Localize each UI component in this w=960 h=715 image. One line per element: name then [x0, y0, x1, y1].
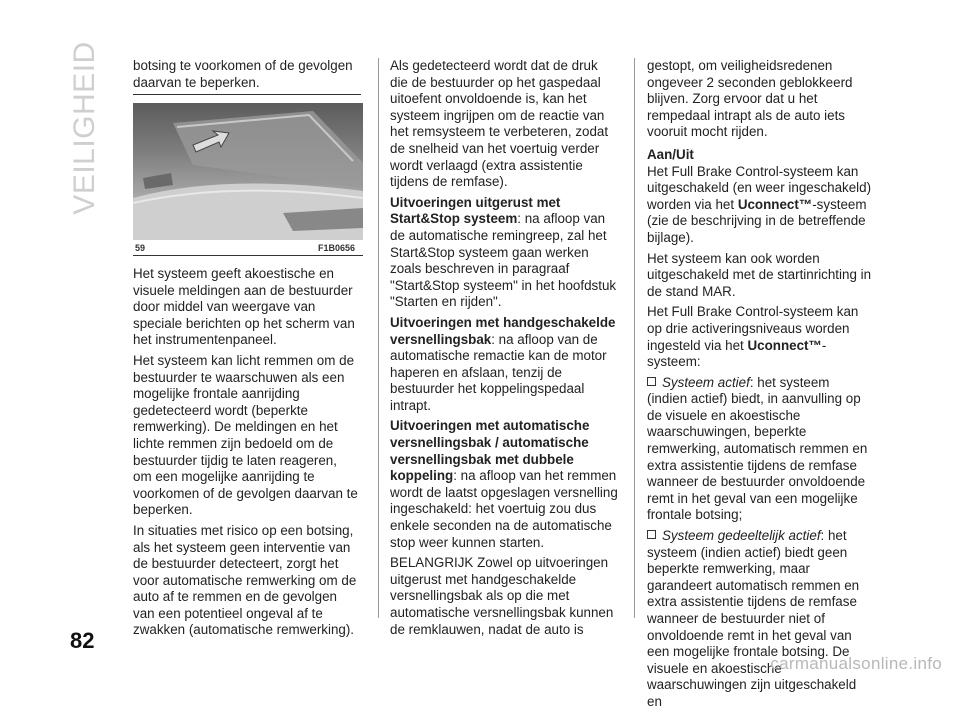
column-1	[133, 58, 358, 95]
bullet-item	[647, 528, 872, 711]
paragraph: BELANGRIJK Zowel op uitvoeringen uitgerust met handgeschakelde versnellingsbak als op die met automatische versnellingsbak kunnen de remklauwen, nadat de auto is	[390, 555, 614, 637]
paragraph	[647, 304, 872, 370]
paragraph-text: -systeem:	[647, 337, 827, 370]
paragraph	[390, 315, 618, 415]
paragraph: Het systeem kan licht remmen om de bestuurder te waarschuwen als een mogelijke frontale aanrijding gedetecteerd wordt (beperkte remwerking). De meldingen en het lichte remmen zijn bedoeld om de bestuurder tijdig te laten reageren, om een mogelijke aanrijding te voorkomen of de gevolgen daarvan te beperken.	[133, 352, 358, 518]
inline-heading: Uitvoeringen met automatische versnellingsbak / automatische versnellingsbak met dubbele koppeling	[390, 418, 590, 484]
paragraph: Als gedetecteerd wordt dat de druk die de bestuurder op het gaspedaal uitoefent onvoldoende is, kan het systeem ingrijpen om de reactie van het remsysteem te verbeteren, zodat de snelheid van het voertuig verder wordt verlaagd (extra assistentie tijdens de remfase).	[390, 58, 609, 190]
divider	[133, 255, 363, 256]
figure-number: 59	[135, 243, 146, 253]
bullet-term: Systeem gedeeltelijk actief	[662, 528, 821, 544]
divider	[133, 94, 361, 95]
paragraph	[390, 195, 618, 311]
paragraph-text: Het Full Brake Control-systeem kan op drie activeringsniveaus worden ingesteld via het	[647, 304, 859, 353]
paragraph: In situaties met risico op een botsing, als het systeem geen interventie van de bestuurder detecteert, zorgt het voor automatische remwerking om de auto af te remmen en de gevolgen van een potentieel ongeval af te zwakken (automatische remwerking).	[133, 522, 357, 638]
uconnect-label: Uconnect™	[747, 337, 822, 353]
paragraph	[390, 418, 618, 551]
page-number: 82	[70, 628, 95, 653]
column-3	[647, 58, 872, 715]
inline-heading: Uitvoeringen met handgeschakelde versnellingsbak	[390, 314, 616, 347]
paragraph: Het systeem kan ook worden uitgeschakeld met de startinrichting in de stand MAR.	[647, 250, 872, 299]
bullet-text: : het systeem (indien actief) biedt geen beperkte remwerking, maar garandeert automatisch remmen en extra assistentie tijdens de remfase wanneer de bestuurder niet of onvoldoende remt in het geval van een mogelijke frontale botsing. De visuele en akoestische waarschuwingen zijn uitgeschakeld en	[647, 528, 860, 709]
square-bullet-icon	[647, 530, 656, 539]
column-divider	[634, 58, 635, 618]
paragraph-text: : na afloop van het remmen wordt de laatst opgeslagen versnelling ingeschakeld: het voertuig zou dus enkele seconden na de automatische stop weer kunnen starten.	[390, 468, 618, 550]
column-2	[390, 58, 618, 642]
paragraph-text: Het Full Brake Control-systeem kan uitgeschakeld (en weer ingeschakeld) worden via het	[647, 163, 872, 212]
square-bullet-icon	[647, 377, 656, 386]
inline-heading: Uitvoeringen uitgerust met Start&Stop systeem	[390, 194, 561, 227]
column-divider	[378, 58, 379, 618]
paragraph-text: -systeem (zie de beschrijving in de betreffende bijlage).	[647, 196, 867, 245]
watermark: carmanualsonline.info	[770, 654, 942, 673]
paragraph: gestopt, om veiligheidsredenen ongeveer 2 seconden geblokkeerd blijven. Zorg ervoor dat u het rempedaal intrapt als de auto iets vooruit mocht rijden.	[647, 58, 853, 140]
figure-car-windscreen	[133, 103, 363, 240]
section-heading: Aan/Uit	[647, 146, 694, 162]
paragraph: botsing te voorkomen of de gevolgen daarvan te beperken.	[133, 58, 353, 90]
car-illustration	[133, 103, 363, 240]
figure-code: F1B0656	[318, 243, 356, 253]
bullet-term: Systeem actief	[662, 374, 750, 390]
section-label: VEILIGHEID	[68, 41, 101, 215]
bullet-text: : het systeem (indien actief) biedt, in aanvulling op de visuele en akoestische waarschuwingen, beperkte remwerking, automatisch remmen en extra assistentie tijdens de remfase wanneer de bestuurder onvoldoende remt in het geval van een mogelijke frontale botsing;	[647, 374, 868, 523]
paragraph-text: : na afloop van de automatische remactie kan de motor haperen en afslaan, tenzij de bestuurder het koppelingspedaal intrapt.	[390, 331, 607, 413]
paragraph: Het systeem geeft akoestische en visuele meldingen aan de bestuurder door middel van weergave van speciale berichten op het scherm van het instrumentenpaneel.	[133, 266, 355, 348]
paragraph	[647, 164, 872, 247]
bullet-item	[647, 375, 872, 524]
uconnect-label: Uconnect™	[737, 196, 813, 212]
paragraph-text: : na afloop van de automatische remingreep, zal het Start&Stop systeem gaan werken zoals beschreven in paragraaf "Start&Stop systeem" in het hoofdstuk "Starten en rijden".	[390, 211, 617, 310]
column-1-body	[133, 266, 358, 643]
